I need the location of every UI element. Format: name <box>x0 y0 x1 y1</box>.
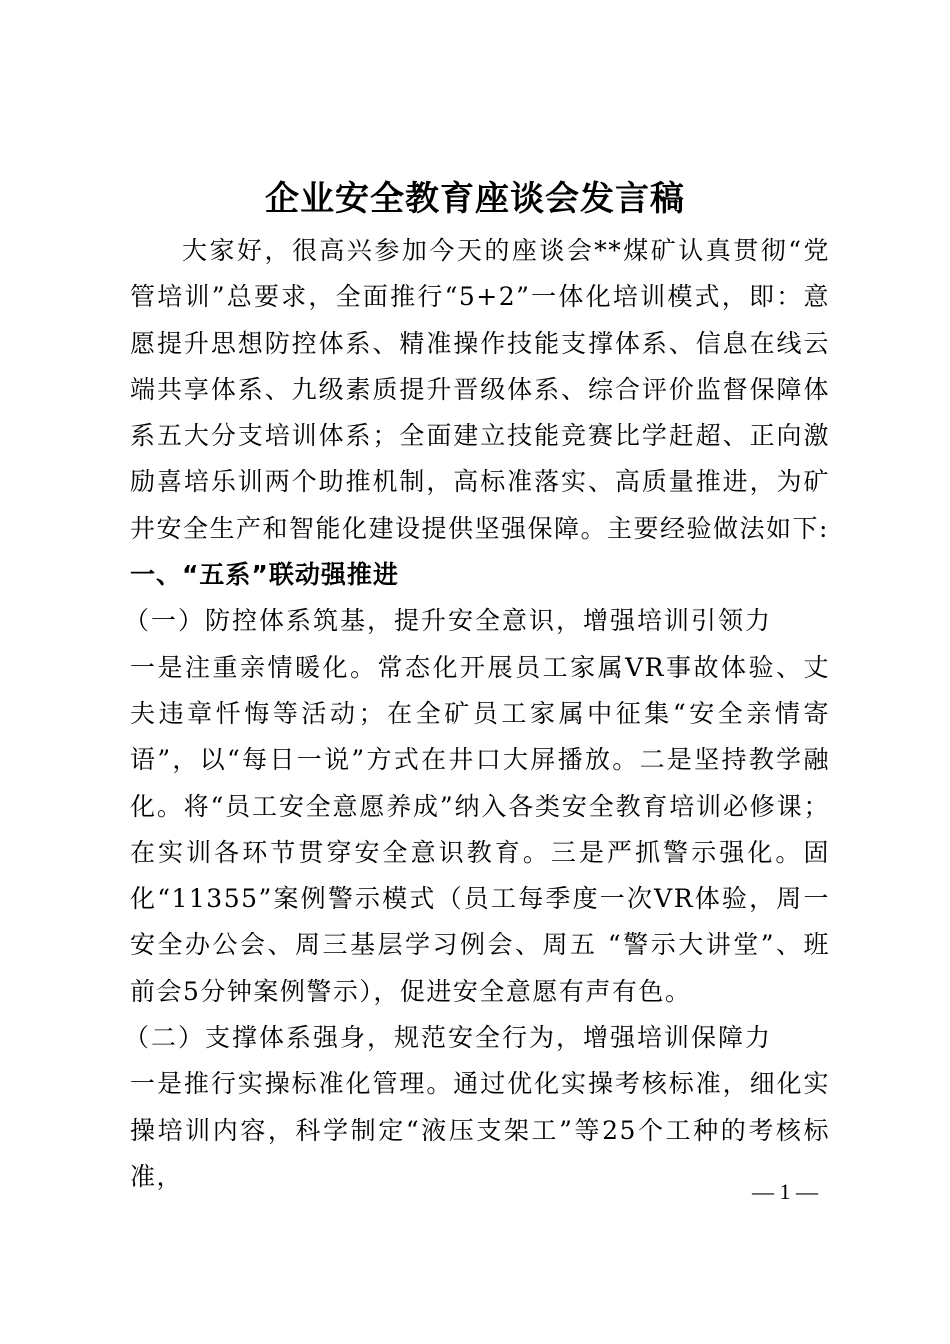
section-heading-1: 一、“五系”联动强推进 <box>130 560 399 590</box>
document-body <box>124 228 830 1200</box>
subsection-heading-1: （一）防控体系筑基，提升安全意识，增强培训引领力 <box>124 606 773 636</box>
document-title: 企业安全教育座谈会发言稿 <box>265 179 685 219</box>
body-paragraph: 一是注重亲情暖化。常态化开展员工家属VR事故体验、丈夫违章忏悔等活动；在全矿员工家属中征集“安全亲情寄语”，以“每日一说”方式在井口大屏播放。二是坚持教学融化。将“员工安全意愿养成”纳入各类安全教育培训必修课；在实训各环节贯穿安全意识教育。三是严抓警示强化。固化“11355”案例警示模式（员工每季度一次VR体验，周一安全办公会、周三基层学习例会、周五 “警示大讲堂”、班前会5分钟案例警示），促进安全意愿有声有色。 <box>130 652 830 1006</box>
body-paragraph: 一是推行实操标准化管理。通过优化实操考核标准，细化实操培训内容，科学制定“液压支架工”等25个工种的考核标准， <box>130 1069 830 1191</box>
subsection-heading-2: （二）支撑体系强身，规范安全行为，增强培训保障力 <box>124 1023 773 1053</box>
page-number: — 1 — <box>752 1179 818 1204</box>
intro-paragraph: 大家好，很高兴参加今天的座谈会**煤矿认真贯彻“党管培训”总要求，全面推行“5+2”一体化培训模式，即：意愿提升思想防控体系、精准操作技能支撑体系、信息在线云端共享体系、九级素质提升晋级体系、综合评价监督保障体系五大分支培训体系；全面建立技能竞赛比学赶超、正向激励喜培乐训两个助推机制，高标准落实、高质量推进，为矿井安全生产和智能化建设提供坚强保障。主要经验做法如下: <box>130 236 830 543</box>
